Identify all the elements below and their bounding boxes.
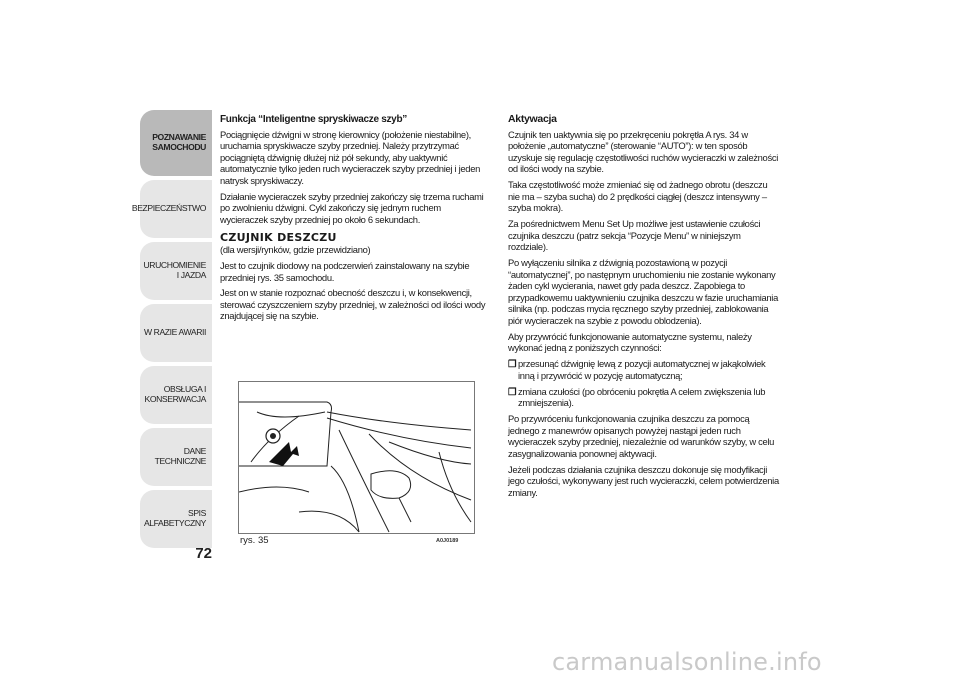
paragraph: Jeżeli podczas działania czujnika deszczu dokonuje się modyfikacji jego czułości, wykonywany jest ruch wycieraczki, celem potwierdzenia zmiany. xyxy=(508,463,779,498)
list-item-text: zmiana czułości (po obróceniu pokrętła A celem zwiększenia lub zmniejszenia). xyxy=(518,385,766,409)
car-windshield-illustration xyxy=(239,382,474,533)
figure-code: A0J0189 xyxy=(436,538,459,544)
section-subtitle: (dla wersji/rynków, gdzie przewidziano) xyxy=(220,244,371,256)
list-item xyxy=(508,386,780,409)
tab-label: BEZPIECZEŃSTWO xyxy=(131,203,206,214)
paragraph: Jest to czujnik diodowy na podczerwień zainstalowany na szybie przedniej rys. 35 samochodu. xyxy=(220,259,470,283)
paragraph: Jest on w stanie rozpoznać obecność deszczu i, w konsekwencji, sterować czyszczeniem szyby przedniej, w zależności od ilości wody znajdującej się na szybie. xyxy=(220,287,486,322)
paragraph: Działanie wycieraczek szyby przedniej zakończy się trzema ruchami po zwolnieniu dźwigni. Cykl zakończy się jednym ruchem wycieraczek szyby przedniej po około 6 sekundach. xyxy=(220,190,484,225)
figure-caption: rys. 35 xyxy=(240,535,269,546)
tab-w-razie-awarii[interactable] xyxy=(140,304,212,362)
tab-obsluga-i-konserwacja[interactable] xyxy=(140,366,212,424)
paragraph: Po wyłączeniu silnika z dźwignią pozostawioną w pozycji “automatycznej”, po następnym uruchomieniu nie zostanie wykonany żaden cykl wycierania, nawet gdy pada deszcz. Zapobiega to przypadkowemu uaktywnieniu czujnika deszczu w fazie uruchamiania silnika (np. podczas mycia ręcznego szyby przedniej, zablokowania piór wycieraczek na szybie z powodu oblodzenia). xyxy=(508,257,779,327)
tab-label: OBSŁUGA I KONSERWACJA xyxy=(144,384,206,404)
pointer-arrow-icon xyxy=(269,442,299,466)
section-heading-activation: Aktywacja xyxy=(508,113,557,125)
tab-label: SPIS ALFABETYCZNY xyxy=(143,508,206,528)
paragraph: Za pośrednictwem Menu Set Up możliwe jest ustawienie czułości czujnika deszczu (patrz sekcja “Pozycje Menu” w niniejszym rozdziale). xyxy=(508,218,761,253)
paragraph: Pociągnięcie dźwigni w stronę kierownicy (położenie niestabilne), uruchamia spryskiwacze szyby przedniej. Należy przytrzymać pociągniętą dźwignię dłużej niż pół sekundy, aby uaktywnić automatycznie tylko jeden ruch wycieraczek szyby przedniej i jeden natrysk spryskiwaczy. xyxy=(220,128,481,186)
tab-label: DANE TECHNICZNE xyxy=(154,446,206,466)
tab-bezpieczenstwo[interactable] xyxy=(131,180,212,238)
right-column xyxy=(508,114,780,503)
figure-rain-sensor xyxy=(238,381,475,534)
section-heading-wipers: Funkcja “Inteligentne spryskiwacze szyb” xyxy=(220,114,407,125)
chapter-sidebar xyxy=(131,110,212,552)
tab-label: POZNAWANIE SAMOCHODU xyxy=(152,132,206,152)
paragraph: Aby przywrócić funkcjonowanie automatyczne systemu, należy wykonać jedną z poniższych czynności: xyxy=(508,330,752,354)
left-column xyxy=(220,114,488,326)
paragraph: Taka częstotliwość może zmieniać się od żadnego obrotu (deszczu nie ma – szyba sucha) do 2 prędkości ciągłej (deszcz intensywny – szyba mokra). xyxy=(508,179,768,214)
checkbox-bullet-icon: ❒ xyxy=(508,385,517,397)
paragraph: Czujnik ten uaktywnia się po przekręceniu pokrętła A rys. 34 w położenie „automatyczne” (sterowanie “AUTO”): w ten sposób uzyskuje się regulację częstotliwości ruchów wycieraczki w zależności od ilości wody na szybie. xyxy=(508,128,779,175)
list-item-text: przesunąć dźwignię lewą z pozycji automatycznej w jakąkolwiek inną i przywrócić w pozycję automatyczną; xyxy=(518,358,766,381)
page-number: 72 xyxy=(195,545,212,562)
tab-uruchomienie-i-jazda[interactable] xyxy=(140,242,212,300)
paragraph: Po przywróceniu funkcjonowania czujnika deszczu za pomocą jednego z manewrów opisanych powyżej nastąpi jeden ruch wycieraczek szyby przedniej, niezależnie od warunków szyby, w celu zasygnalizowania ponownej aktywacji. xyxy=(508,412,775,459)
tab-spis-alfabetyczny[interactable] xyxy=(140,490,212,548)
tab-label: W RAZIE AWARII xyxy=(143,327,206,338)
tab-label: URUCHOMIENIE I JAZDA xyxy=(143,260,206,280)
list-item xyxy=(508,358,780,381)
checkbox-bullet-icon: ❒ xyxy=(508,358,517,370)
tab-poznawanie-samochodu[interactable] xyxy=(140,110,212,176)
tab-dane-techniczne[interactable] xyxy=(140,428,212,486)
watermark: carmanualsonline.info xyxy=(552,648,822,676)
section-title-rain-sensor: CZUJNIK DESZCZU xyxy=(220,230,337,244)
